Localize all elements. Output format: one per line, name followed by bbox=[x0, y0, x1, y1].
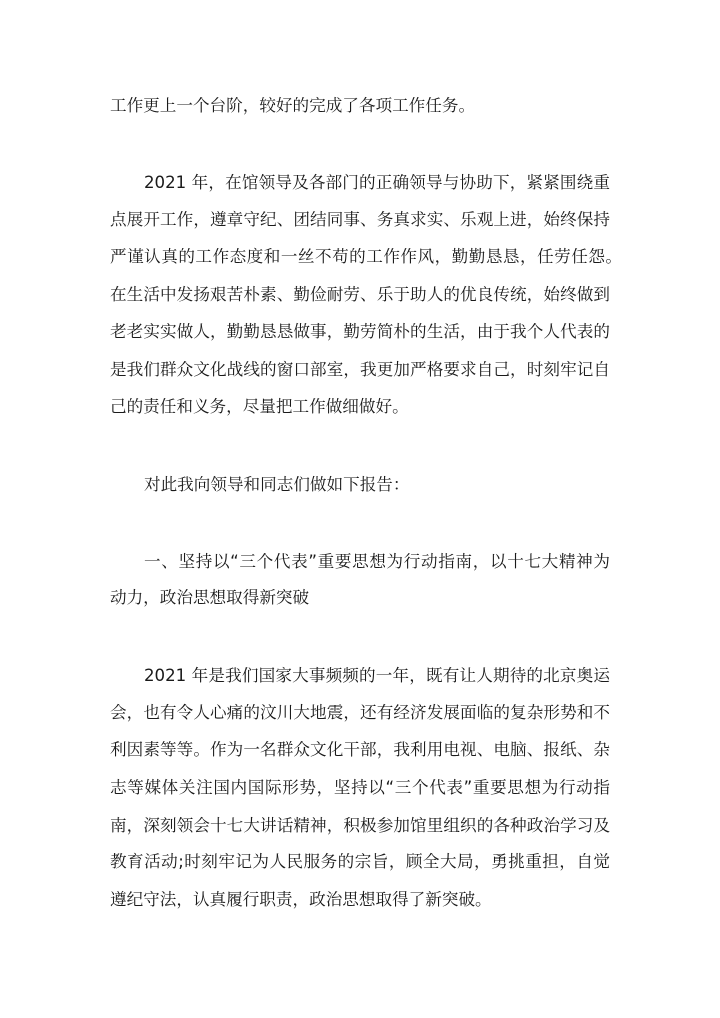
text-line: 南，深刻领会十七大讲话精神，积极参加馆里组织的各种政治学习及 bbox=[110, 816, 610, 835]
text-line: 老老实实做人，勤勤恳恳做事，勤劳简朴的生活，由于我个人代表的 bbox=[110, 322, 610, 341]
text-line: 2021 年，在馆领导及各部门的正确领导与协助下，紧紧围绕重 bbox=[144, 173, 610, 192]
text-line: 是我们群众文化战线的窗口部室，我更加严格要求自己，时刻牢记自 bbox=[110, 360, 610, 379]
text-line: 动力，政治思想取得新突破 bbox=[110, 588, 310, 607]
text-line: 会，也有令人心痛的汶川大地震，还有经济发展面临的复杂形势和不 bbox=[110, 703, 610, 722]
text-line: 志等媒体关注国内国际形势，坚持以“三个代表”重要思想为行动指 bbox=[110, 778, 610, 797]
text-line: 利因素等等。作为一名群众文化干部，我利用电视、电脑、报纸、杂 bbox=[110, 740, 610, 759]
text-line: 在生活中发扬艰苦朴素、勤俭耐劳、乐于助人的优良传统，始终做到 bbox=[110, 285, 610, 304]
text-line: 工作更上一个台阶，较好的完成了各项工作任务。 bbox=[110, 96, 476, 115]
text-line: 一、坚持以“三个代表”重要思想为行动指南，以十七大精神为 bbox=[144, 552, 610, 571]
text-line: 2021 年是我们国家大事频频的一年，既有让人期待的北京奥运 bbox=[144, 666, 610, 685]
text-line: 对此我向领导和同志们做如下报告： bbox=[144, 475, 410, 494]
text-line: 点展开工作，遵章守纪、团结同事、务真求实、乐观上进，始终保持 bbox=[110, 210, 610, 229]
text-line: 教育活动;时刻牢记为人民服务的宗旨，顾全大局，勇挑重担，自觉 bbox=[110, 852, 610, 871]
text-line: 己的责任和义务，尽量把工作做细做好。 bbox=[110, 397, 409, 416]
text-line: 严谨认真的工作态度和一丝不苟的工作作风，勤勤恳恳，任劳任怨。 bbox=[110, 247, 622, 266]
text-line: 遵纪守法，认真履行职责，政治思想取得了新突破。 bbox=[110, 890, 492, 909]
